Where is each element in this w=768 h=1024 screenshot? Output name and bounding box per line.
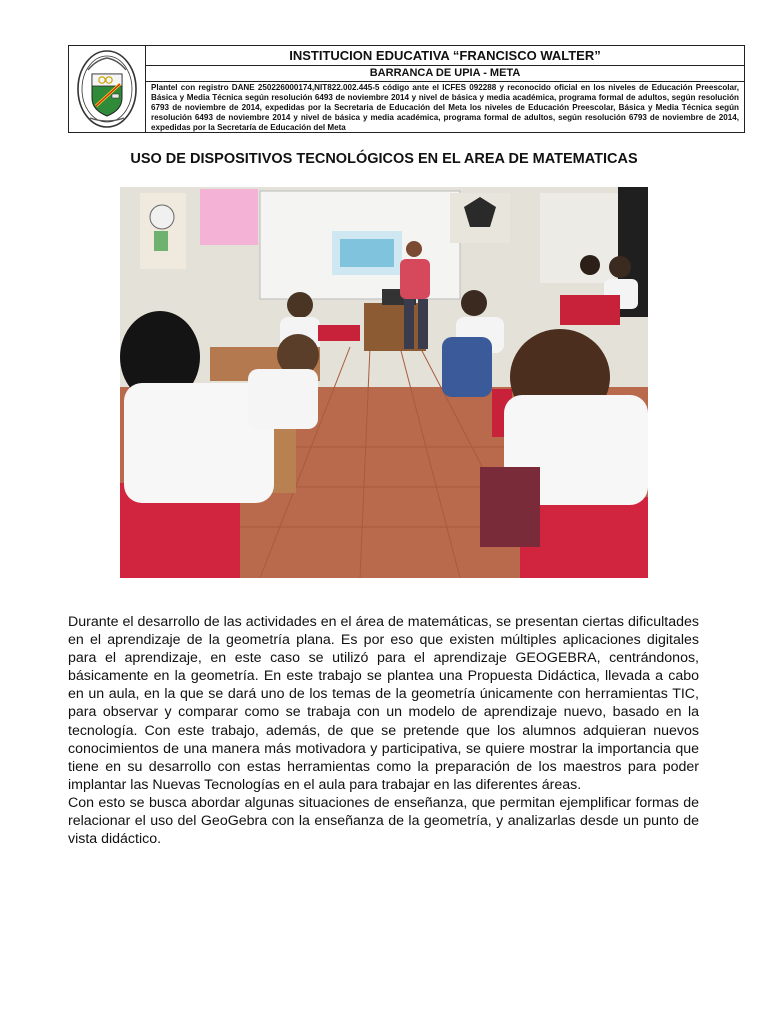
school-location: BARRANCA DE UPIA - META <box>146 66 744 82</box>
school-logo-cell <box>69 46 146 132</box>
document-title: USO DE DISPOSITIVOS TECNOLÓGICOS EN EL AREA DE MATEMATICAS <box>130 151 638 167</box>
header-info <box>146 46 744 132</box>
document-header <box>68 45 745 133</box>
school-name: INSTITUCION EDUCATIVA “FRANCISCO WALTER” <box>146 46 744 66</box>
body-text <box>68 613 699 848</box>
paragraph: Durante el desarrollo de las actividades en el área de matemáticas, se presentan ciertas dificultades en el aprendizaje de la geometría plana. Es por eso que existen múltiples aplicaciones digitales para el aprendizaje, en este caso se utilizó para el aprendizaje GEOGEBRA, centrándonos, básicamente en la geometría. En este trabajo se plantea una Propuesta Didáctica, llevada a cabo en un aula, en la que se dará uno de los temas de la geometría únicamente con herramientas TIC, para observar y comparar como se trabaja con un modelo de aprendizaje nuevo, basado en la tecnología. Con este trabajo, además, de que se pretende que los alumnos adquieran nuevos conocimientos de una manera más motivadora y participativa, se quiere mostrar la importancia que tiene en su desarrollo con estas herramientas como la preparación de los maestros para poder implantar las Nuevas Tecnologías en el aula para trabajar en las diferentes áreas. <box>68 614 699 793</box>
school-crest-logo <box>76 48 138 130</box>
classroom-photo <box>120 187 648 578</box>
legal-registration-text: Plantel con registro DANE 250226000174,NIT822.002.445-5 código ante el ICFES 092288 y reconocido oficial en los niveles de Educación Preescolar, Básica y Media Técnica según resolución 6493 de noviembre 2014 y nivel de básica y media académica, programa formal de adultos, según resolución 6793 de noviembre de 2014, expedidas por la Secretaria de Educación del Meta los niveles de Educación Preescolar, Básica y Media Técnica según resolución 6493 de noviembre 2014 y nivel de básica y media académica, programa formal de adultos, según resolución 6793 de noviembre de 2014, expedidas por la Secretaría de Educación del Meta <box>151 83 739 132</box>
paragraph: Con esto se busca abordar algunas situaciones de enseñanza, que permitan ejemplificar formas de relacionar el uso del GeoGebra con la enseñanza de la geometría, y analizarlas desde un punto de vista didáctico. <box>68 794 699 848</box>
